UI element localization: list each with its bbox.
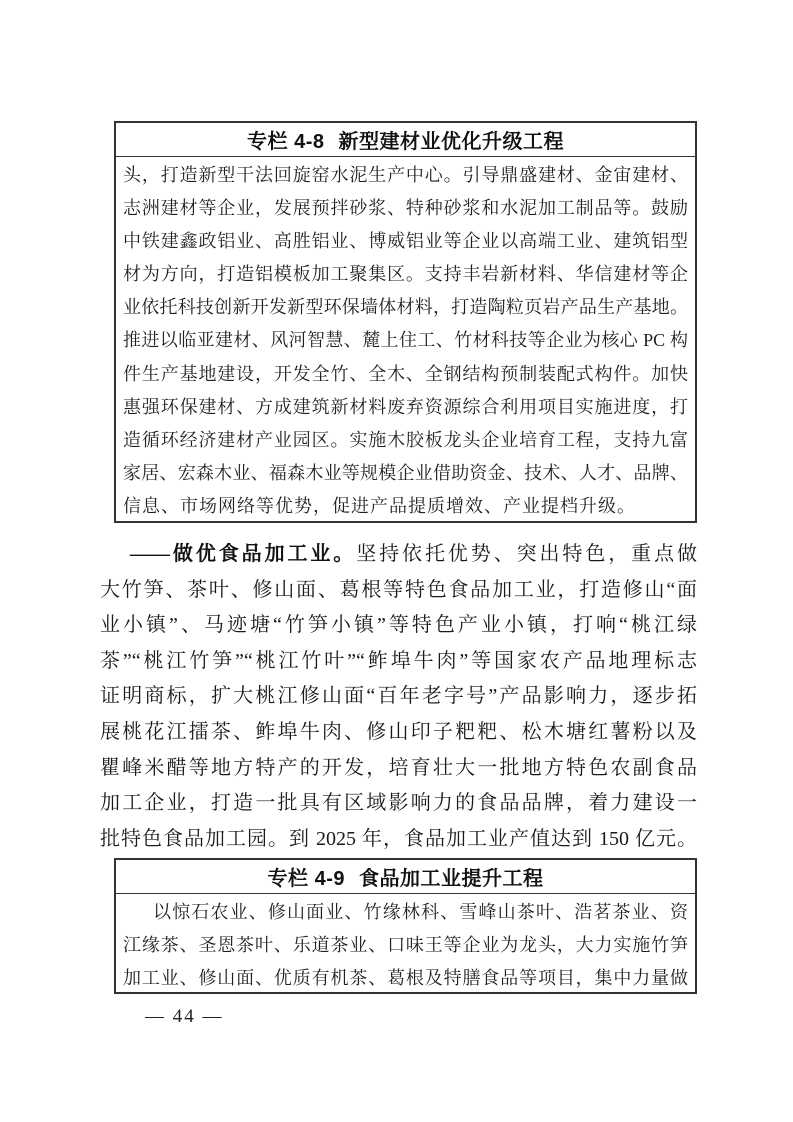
page-number: — 44 —: [145, 1006, 224, 1027]
para-line: 业小镇”、马迹塘“竹笋小镇”等特色产业小镇，打响“桃江绿: [100, 614, 697, 637]
box-line: 造循环经济建材产业园区。实施木胶板龙头企业培育工程，支持九富: [123, 429, 688, 450]
para-line: 茶”“桃江竹笋”“桃江竹叶”“鲊埠牛肉”等国家农产品地理标志: [100, 649, 697, 672]
column-box-4-9-body: [116, 894, 695, 995]
box-line: 信息、市场网络等优势，促进产品提质增效、产业提档升级。: [123, 495, 636, 516]
column-box-4-8-title-text: 新型建材业优化升级工程: [338, 131, 564, 153]
para-lead-bold: ——做优食品加工业。: [130, 543, 357, 565]
box-line: 中铁建鑫政铝业、高胜铝业、博威铝业等企业以高端工业、建筑铝型: [123, 231, 688, 252]
para-line: 批特色食品加工园。到 2025 年，食品加工业产值达到 150 亿元。: [100, 827, 697, 850]
column-box-4-9-title: [116, 860, 695, 894]
column-box-4-8-label: 专栏 4-8: [247, 131, 325, 153]
para-line: [100, 537, 697, 573]
box-line: 推进以临亚建材、风河智慧、麓上住工、竹材科技等企业为核心 PC 构: [123, 330, 688, 351]
column-box-4-8-title: [116, 123, 695, 157]
box-line: 江缘茶、圣恩茶叶、乐道茶业、口味王等企业为龙头，大力实施竹笋: [123, 935, 688, 956]
column-box-4-9-label: 专栏 4-9: [267, 868, 345, 890]
box-line: 家居、宏森木业、福森木业等规模企业借助资金、技术、人才、品牌、: [123, 462, 688, 483]
para-line: 大竹笋、茶叶、修山面、葛根等特色食品加工业，打造修山“面: [100, 578, 697, 601]
para-line-text: 坚持依托优势、突出特色，重点做: [356, 543, 698, 565]
box-line: 头，打造新型干法回旋窑水泥生产中心。引导鼎盛建材、金宙建材、: [123, 165, 688, 185]
box-line: 加工业、修山面、优质有机茶、葛根及特膳食品等项目，集中力量做: [123, 968, 688, 989]
box-line: 材为方向，打造铝模板加工聚集区。支持丰岩新材料、华信建材等企: [123, 264, 688, 285]
body-paragraph-food-processing: [100, 537, 697, 857]
box-line: 惠强环保建材、方成建筑新材料废弃资源综合利用项目实施进度，打: [123, 396, 688, 417]
box-line: 件生产基地建设，开发全竹、全木、全钢结构预制装配式构件。加快: [123, 363, 688, 384]
column-box-4-9-title-text: 食品加工业提升工程: [358, 868, 544, 890]
para-line: 展桃花江擂茶、鲊埠牛肉、修山印子粑粑、松木塘红薯粉以及: [100, 720, 697, 743]
column-box-4-9: [114, 858, 697, 994]
para-line: 证明商标，扩大桃江修山面“百年老字号”产品影响力，逐步拓: [100, 685, 697, 708]
box-line: 以惊石农业、修山面业、竹缘林科、雪峰山茶叶、浩茗茶业、资: [153, 902, 688, 922]
para-line: 瞿峰米醋等地方特产的开发，培育壮大一批地方特色农副食品: [100, 756, 697, 779]
box-line: 业依托科技创新开发新型环保墙体材料，打造陶粒页岩产品生产基地。: [123, 297, 688, 318]
box-line: 志洲建材等企业，发展预拌砂浆、特种砂浆和水泥加工制品等。鼓励: [123, 198, 688, 219]
column-box-4-8: [114, 121, 697, 523]
column-box-4-8-body: [116, 157, 695, 523]
para-line: 加工企业，打造一批具有区域影响力的食品品牌，着力建设一: [100, 792, 697, 815]
